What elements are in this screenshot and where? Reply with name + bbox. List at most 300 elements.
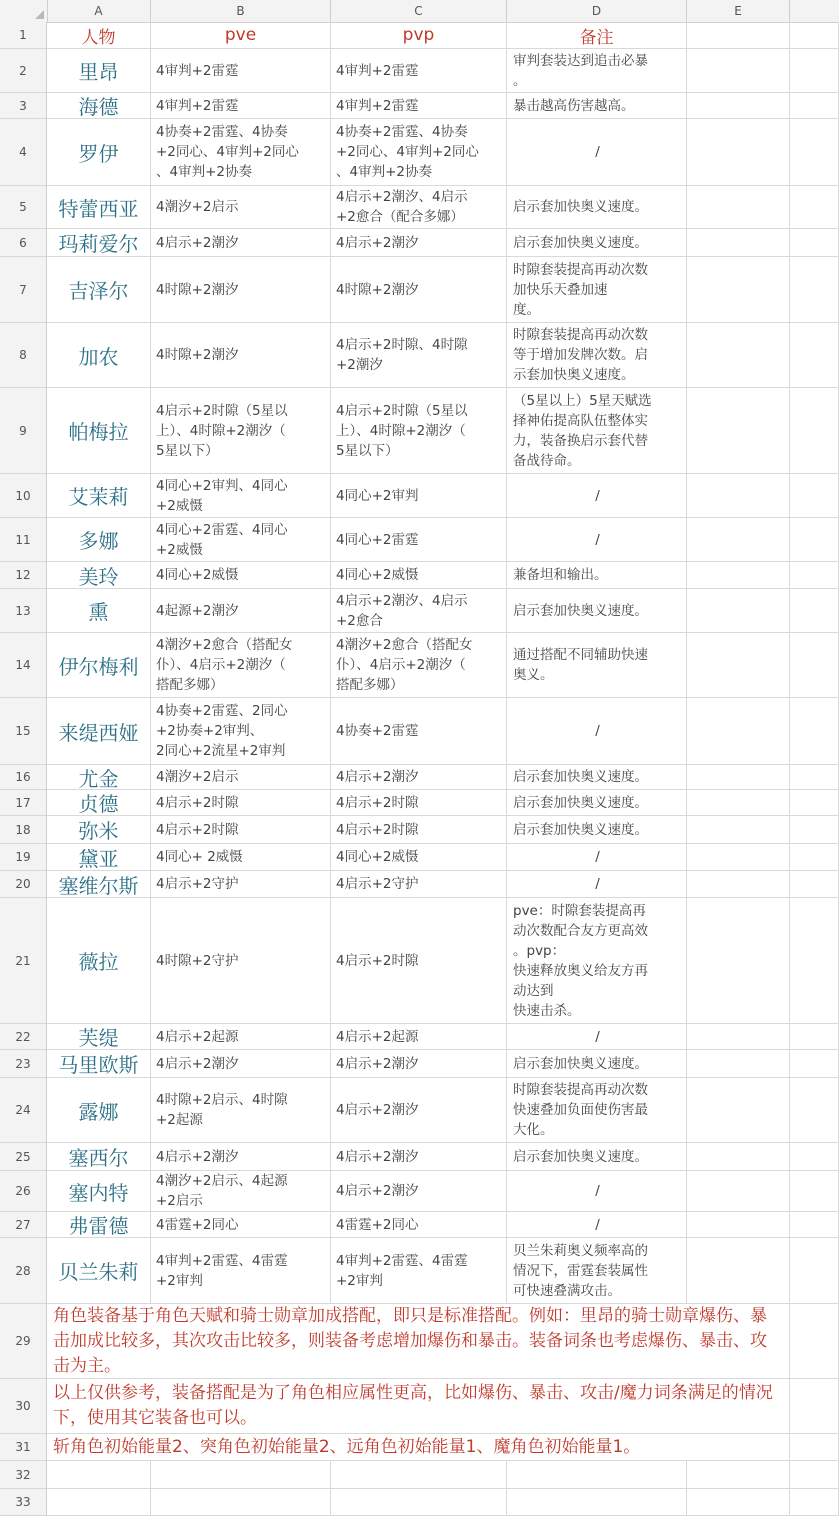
pvp-equipment-text: 4启示+2潮汐 [336, 1055, 419, 1072]
character-name[interactable] [47, 1171, 151, 1212]
pve-equipment[interactable] [151, 49, 331, 93]
cell-f[interactable] [790, 1434, 839, 1461]
pve-equipment[interactable] [151, 698, 331, 765]
character-name[interactable] [47, 898, 151, 1024]
merged-note[interactable] [47, 1434, 790, 1461]
pve-equipment-text: 4协奏+2雷霆、4协奏 +2同心、4审判+2同心 、4审判+2协奏 [156, 124, 299, 180]
pvp-equipment-text: 4同心+2雷霆 [336, 531, 419, 548]
note-cell[interactable] [507, 1212, 687, 1238]
character-name-text: 塞维尔斯 [58, 873, 139, 898]
pvp-equipment-text: 4雷霆+2同心 [336, 1216, 419, 1233]
cell-e[interactable] [687, 816, 790, 844]
header-pvp[interactable] [331, 22, 507, 49]
cell-e[interactable] [687, 518, 790, 562]
character-name[interactable] [47, 323, 151, 388]
pve-equipment[interactable] [151, 229, 331, 257]
character-name-text: 美玲 [78, 564, 119, 589]
pve-equipment-text: 4时隙+2守护 [156, 952, 239, 969]
cell-e[interactable] [687, 562, 790, 589]
pvp-equipment[interactable] [331, 474, 507, 518]
note-cell-text: 启示套加快奥义速度。 [513, 794, 648, 811]
note-cell[interactable] [507, 562, 687, 589]
note-cell[interactable] [507, 1024, 687, 1050]
pvp-equipment[interactable] [331, 388, 507, 474]
header-pve[interactable] [151, 22, 331, 49]
cell-e[interactable] [687, 1078, 790, 1143]
cell-e[interactable] [687, 1024, 790, 1050]
pve-equipment-text: 4启示+2守护 [156, 876, 239, 892]
pve-equipment[interactable] [151, 790, 331, 816]
pvp-equipment-text: 4启示+2时隙、4时隙 +2潮汐 [336, 337, 468, 373]
character-name-text: 特蕾西亚 [58, 196, 139, 221]
cell-empty[interactable] [151, 1461, 331, 1489]
note-cell-text: 启示套加快奥义速度。 [513, 234, 648, 251]
row-header-3[interactable]: 3 [0, 93, 47, 119]
pve-equipment[interactable] [151, 562, 331, 589]
cell-f[interactable] [790, 1143, 839, 1171]
pvp-equipment-text: 4启示+2潮汐 [336, 769, 419, 785]
note-cell[interactable] [507, 844, 687, 871]
cell-f[interactable] [790, 633, 839, 698]
note-cell[interactable] [507, 119, 687, 186]
pvp-equipment-text: 4审判+2雷霆 [336, 97, 419, 114]
note-cell[interactable] [507, 898, 687, 1024]
pvp-equipment-text: 4启示+2时隙（5星以 上）、4时隙+2潮汐（ 5星以下） [336, 402, 468, 459]
pvp-equipment-text: 4启示+2时隙 [336, 952, 419, 969]
cell-e[interactable] [687, 898, 790, 1024]
row-header-4[interactable]: 4 [0, 119, 47, 186]
select-all-corner[interactable] [0, 0, 48, 22]
cell-e[interactable] [687, 186, 790, 229]
pve-equipment-text: 4审判+2雷霆、4雷霆 +2审判 [156, 1252, 288, 1289]
cell-empty[interactable] [790, 1489, 839, 1516]
cell-e[interactable] [687, 589, 790, 633]
cell-f[interactable] [790, 871, 839, 898]
character-name-text: 吉泽尔 [68, 279, 129, 303]
cell-f[interactable] [790, 1050, 839, 1078]
note-cell[interactable] [507, 1171, 687, 1212]
character-name-text: 弗雷德 [68, 1214, 129, 1238]
pvp-equipment[interactable] [331, 119, 507, 186]
character-name[interactable] [47, 790, 151, 816]
pvp-equipment-text: 4启示+2潮汐 [336, 1148, 419, 1165]
pve-equipment-text: 4时隙+2启示、4时隙 +2起源 [156, 1092, 288, 1128]
cell-f[interactable] [790, 119, 839, 186]
pve-equipment[interactable] [151, 186, 331, 229]
cell-f[interactable] [790, 1171, 839, 1212]
pvp-equipment[interactable] [331, 49, 507, 93]
note-cell[interactable] [507, 93, 687, 119]
pve-equipment-text: 4潮汐+2愈合（搭配女 仆）、4启示+2潮汐（ 搭配多娜） [156, 637, 293, 693]
column-header-b[interactable]: B [151, 0, 331, 22]
cell-e[interactable] [687, 790, 790, 816]
pve-equipment[interactable] [151, 1238, 331, 1304]
pvp-equipment[interactable] [331, 589, 507, 633]
character-name-text: 尤金 [78, 766, 119, 790]
note-cell[interactable] [507, 698, 687, 765]
note-cell[interactable] [507, 257, 687, 323]
pve-equipment[interactable] [151, 816, 331, 844]
character-name[interactable] [47, 518, 151, 562]
character-name[interactable] [47, 257, 151, 323]
row-header-29[interactable]: 29 [0, 1304, 47, 1379]
cell-f[interactable] [790, 562, 839, 589]
row-header-1[interactable]: 1 [0, 22, 47, 49]
character-name[interactable] [47, 388, 151, 474]
pvp-equipment-text: 4同心+2威慑 [336, 849, 419, 865]
row-header-5[interactable]: 5 [0, 186, 47, 229]
cell-f[interactable] [790, 1212, 839, 1238]
column-header-d[interactable]: D [507, 0, 687, 22]
cell-empty[interactable] [47, 1489, 151, 1516]
cell-f[interactable] [790, 765, 839, 790]
character-name-text: 多娜 [78, 529, 119, 553]
cell-e[interactable] [687, 93, 790, 119]
character-name-text: 来缇西娅 [58, 720, 139, 745]
character-name[interactable] [47, 1212, 151, 1238]
merged-note-text: 斩角色初始能量2、突角色初始能量2、远角色初始能量1、魔角色初始能量1。 [53, 1436, 641, 1457]
row-header-32[interactable]: 32 [0, 1461, 47, 1489]
character-name[interactable] [47, 1024, 151, 1050]
note-cell[interactable] [507, 186, 687, 229]
merged-note[interactable] [47, 1379, 790, 1434]
note-cell[interactable] [507, 1078, 687, 1143]
character-name-text: 里昂 [78, 60, 119, 84]
cell-empty[interactable] [151, 1489, 331, 1516]
pve-equipment-text: 4启示+2时隙（5星以 上）、4时隙+2潮汐（ 5星以下） [156, 402, 288, 459]
row-header-20[interactable]: 20 [0, 871, 47, 898]
pve-equipment-text: 4潮汐+2启示 [156, 769, 239, 785]
pve-equipment[interactable] [151, 1050, 331, 1078]
cell-f[interactable] [790, 518, 839, 562]
pve-equipment[interactable] [151, 765, 331, 790]
row-header-26[interactable]: 26 [0, 1171, 47, 1212]
row-header-12[interactable]: 12 [0, 562, 47, 589]
character-name[interactable] [47, 1050, 151, 1078]
pve-equipment[interactable] [151, 1078, 331, 1143]
merged-note[interactable] [47, 1304, 790, 1379]
cell-f[interactable] [790, 898, 839, 1024]
cell-e[interactable] [687, 1143, 790, 1171]
pvp-equipment[interactable] [331, 1171, 507, 1212]
pve-equipment-text: 4审判+2雷霆 [156, 97, 239, 114]
cell-e[interactable] [687, 388, 790, 474]
pvp-equipment-text: 4启示+2时隙 [336, 821, 419, 838]
pvp-equipment[interactable] [331, 1212, 507, 1238]
cell-e[interactable] [687, 474, 790, 518]
cell-f[interactable] [790, 474, 839, 518]
cell-e[interactable] [687, 1238, 790, 1304]
pve-equipment[interactable] [151, 871, 331, 898]
cell-f[interactable] [790, 49, 839, 93]
row-header-22[interactable]: 22 [0, 1024, 47, 1050]
note-cell-text: 启示套加快奥义速度。 [513, 199, 648, 215]
pvp-equipment[interactable] [331, 93, 507, 119]
cell-e[interactable] [687, 698, 790, 765]
row-header-16[interactable]: 16 [0, 765, 47, 790]
note-cell[interactable] [507, 49, 687, 93]
character-name[interactable] [47, 1238, 151, 1304]
note-cell[interactable] [507, 1050, 687, 1078]
note-cell[interactable] [507, 229, 687, 257]
row-header-23[interactable]: 23 [0, 1050, 47, 1078]
cell-e[interactable] [687, 633, 790, 698]
character-name[interactable] [47, 1078, 151, 1143]
row-header-10[interactable]: 10 [0, 474, 47, 518]
pve-equipment[interactable] [151, 1024, 331, 1050]
pve-equipment-text: 4潮汐+2启示、4起源 +2启示 [156, 1173, 288, 1209]
pvp-equipment[interactable] [331, 898, 507, 1024]
pvp-equipment[interactable] [331, 562, 507, 589]
character-name-text: 玛莉爱尔 [58, 232, 139, 256]
note-cell[interactable] [507, 1238, 687, 1304]
pve-equipment[interactable] [151, 1171, 331, 1212]
header-name-text: 人物 [81, 27, 116, 48]
pve-equipment-text: 4同心+2威慑 [156, 567, 239, 583]
cell-e[interactable] [687, 257, 790, 323]
cell-empty[interactable] [790, 1461, 839, 1489]
character-name-text: 加农 [78, 344, 119, 369]
pvp-equipment[interactable] [331, 765, 507, 790]
cell-f1[interactable] [790, 22, 839, 49]
note-cell[interactable] [507, 790, 687, 816]
character-name-text: 海德 [78, 95, 119, 119]
pvp-equipment[interactable] [331, 323, 507, 388]
note-cell[interactable] [507, 871, 687, 898]
character-name-text: 黛亚 [78, 846, 119, 871]
header-note[interactable] [507, 22, 687, 49]
cell-f[interactable] [790, 257, 839, 323]
pve-equipment-text: 4同心+2审判、4同心 +2威慑 [156, 477, 288, 514]
note-cell[interactable] [507, 765, 687, 790]
character-name[interactable] [47, 871, 151, 898]
character-name[interactable] [47, 1143, 151, 1171]
character-name[interactable] [47, 186, 151, 229]
row-header-30[interactable]: 30 [0, 1379, 47, 1434]
row-header-18[interactable]: 18 [0, 816, 47, 844]
note-cell[interactable] [507, 474, 687, 518]
note-cell-text: 启示套加快奥义速度。 [513, 769, 648, 785]
pvp-equipment[interactable] [331, 229, 507, 257]
character-name[interactable] [47, 816, 151, 844]
note-cell[interactable] [507, 589, 687, 633]
pve-equipment-text: 4同心+2雷霆、4同心 +2威慑 [156, 521, 288, 558]
character-name-text: 弥米 [78, 819, 119, 843]
character-name[interactable] [47, 765, 151, 790]
note-cell[interactable] [507, 1143, 687, 1171]
pve-equipment[interactable] [151, 898, 331, 1024]
cell-empty[interactable] [331, 1489, 507, 1516]
row-header-14[interactable]: 14 [0, 633, 47, 698]
note-cell[interactable] [507, 816, 687, 844]
pve-equipment-text: 4雷霆+2同心 [156, 1216, 239, 1233]
character-name-text: 艾茉莉 [68, 485, 129, 509]
pve-equipment-text: 4时隙+2潮汐 [156, 281, 239, 298]
merged-note-text: 角色装备基于角色天赋和骑士勋章加成搭配，即只是标准搭配。例如：里昂的骑士勋章爆伤、暴击加成比较多，其次攻击比较多，则装备考虑增加爆伤和暴击。装备词条也考虑爆伤、暴击、攻击为主。 [53, 1305, 767, 1376]
pve-equipment[interactable] [151, 589, 331, 633]
note-cell[interactable] [507, 323, 687, 388]
row-header-7[interactable]: 7 [0, 257, 47, 323]
cell-e1[interactable] [687, 22, 790, 49]
cell-f[interactable] [790, 844, 839, 871]
character-name[interactable] [47, 844, 151, 871]
character-name[interactable] [47, 589, 151, 633]
pve-equipment-text: 4启示+2潮汐 [156, 1148, 239, 1165]
row-header-15[interactable]: 15 [0, 698, 47, 765]
cell-empty[interactable] [47, 1461, 151, 1489]
pve-equipment[interactable] [151, 323, 331, 388]
cell-f[interactable] [790, 1078, 839, 1143]
pvp-equipment-text: 4启示+2潮汐 [336, 1183, 419, 1199]
pve-equipment[interactable] [151, 1212, 331, 1238]
note-cell[interactable] [507, 518, 687, 562]
pvp-equipment[interactable] [331, 1143, 507, 1171]
cell-f[interactable] [790, 229, 839, 257]
character-name-text: 塞西尔 [68, 1146, 129, 1170]
row-header-25[interactable]: 25 [0, 1143, 47, 1171]
character-name[interactable] [47, 93, 151, 119]
cell-e[interactable] [687, 49, 790, 93]
cell-e[interactable] [687, 119, 790, 186]
row-header-13[interactable]: 13 [0, 589, 47, 633]
pve-equipment[interactable] [151, 388, 331, 474]
pvp-equipment-text: 4启示+2潮汐、4启示 +2愈合（配合多娜） [336, 189, 468, 225]
note-cell-text: 启示套加快奥义速度。 [513, 602, 648, 619]
note-cell-text: 启示套加快奥义速度。 [513, 1148, 648, 1165]
cell-f[interactable] [790, 1304, 839, 1379]
cell-f[interactable] [790, 388, 839, 474]
character-name[interactable] [47, 562, 151, 589]
note-cell-text: 兼备坦和输出。 [513, 567, 608, 583]
cell-e[interactable] [687, 871, 790, 898]
pvp-equipment-text: 4协奏+2雷霆 [336, 723, 419, 739]
cell-e[interactable] [687, 1171, 790, 1212]
row-header-17[interactable]: 17 [0, 790, 47, 816]
pve-equipment[interactable] [151, 1143, 331, 1171]
row-header-28[interactable]: 28 [0, 1238, 47, 1304]
note-cell[interactable] [507, 388, 687, 474]
pve-equipment[interactable] [151, 93, 331, 119]
cell-f[interactable] [790, 1024, 839, 1050]
pve-equipment-text: 4同心+ 2威慑 [156, 849, 243, 865]
column-header-e[interactable]: E [687, 0, 790, 22]
note-cell-text: 审判套装达到追击必暴 。 [513, 52, 648, 89]
character-name[interactable] [47, 633, 151, 698]
row-header-19[interactable]: 19 [0, 844, 47, 871]
character-name-text: 罗伊 [78, 141, 119, 166]
row-header-24[interactable]: 24 [0, 1078, 47, 1143]
column-header-a[interactable]: A [47, 0, 151, 22]
pve-equipment[interactable] [151, 633, 331, 698]
cell-f[interactable] [790, 186, 839, 229]
row-header-33[interactable]: 33 [0, 1489, 47, 1516]
cell-f[interactable] [790, 589, 839, 633]
pvp-equipment-text: 4潮汐+2愈合（搭配女 仆）、4启示+2潮汐（ 搭配多娜） [336, 637, 473, 693]
row-header-8[interactable]: 8 [0, 323, 47, 388]
cell-e[interactable] [687, 1050, 790, 1078]
merged-note-text: 以上仅供参考，装备搭配是为了角色相应属性更高，比如爆伤、暴击、攻击/魔力词条满足的情况下，使用其它装备也可以。 [53, 1383, 773, 1428]
pve-equipment[interactable] [151, 257, 331, 323]
header-pve-text: pve [224, 25, 257, 45]
cell-empty[interactable] [687, 1489, 790, 1516]
character-name[interactable] [47, 49, 151, 93]
row-header-31[interactable]: 31 [0, 1434, 47, 1461]
cell-e[interactable] [687, 229, 790, 257]
note-cell-text: 启示套加快奥义速度。 [513, 821, 648, 838]
character-name[interactable] [47, 229, 151, 257]
row-header-21[interactable]: 21 [0, 898, 47, 1024]
row-header-6[interactable]: 6 [0, 229, 47, 257]
pvp-equipment[interactable] [331, 633, 507, 698]
pvp-equipment[interactable] [331, 186, 507, 229]
cell-e[interactable] [687, 844, 790, 871]
pve-equipment[interactable] [151, 844, 331, 871]
character-name[interactable] [47, 474, 151, 518]
pvp-equipment[interactable] [331, 871, 507, 898]
cell-f[interactable] [790, 1238, 839, 1304]
cell-f[interactable] [790, 1379, 839, 1434]
pve-equipment[interactable] [151, 119, 331, 186]
note-cell-text: / [595, 723, 600, 739]
pvp-equipment[interactable] [331, 1078, 507, 1143]
cell-empty[interactable] [507, 1461, 687, 1489]
note-cell-text: （5星以上）5星天赋选 择神佑提高队伍整体实 力，装备换启示套代替 备战待命。 [513, 392, 652, 469]
pvp-equipment[interactable] [331, 257, 507, 323]
note-cell-text: / [595, 487, 600, 504]
pve-equipment-text: 4时隙+2潮汐 [156, 347, 239, 363]
pve-equipment-text: 4启示+2潮汐 [156, 1055, 239, 1072]
row-header-11[interactable]: 11 [0, 518, 47, 562]
cell-f[interactable] [790, 698, 839, 765]
row-header-9[interactable]: 9 [0, 388, 47, 474]
note-cell-text: 时隙套装提高再动次数 等于增加发牌次数。启 示套加快奥义速度。 [513, 327, 648, 383]
pve-equipment[interactable] [151, 474, 331, 518]
pve-equipment-text: 4审判+2雷霆 [156, 62, 239, 79]
cell-f[interactable] [790, 323, 839, 388]
pvp-equipment[interactable] [331, 698, 507, 765]
pvp-equipment-text: 4启示+2起源 [336, 1028, 419, 1045]
header-name[interactable] [47, 22, 151, 49]
note-cell[interactable] [507, 633, 687, 698]
pvp-equipment-text: 4时隙+2潮汐 [336, 281, 419, 298]
character-name[interactable] [47, 119, 151, 186]
cell-f[interactable] [790, 816, 839, 844]
pvp-equipment[interactable] [331, 844, 507, 871]
cell-e[interactable] [687, 1212, 790, 1238]
cell-e[interactable] [687, 323, 790, 388]
cell-empty[interactable] [687, 1461, 790, 1489]
cell-empty[interactable] [331, 1461, 507, 1489]
row-header-2[interactable]: 2 [0, 49, 47, 93]
note-cell-text: / [595, 849, 600, 865]
pvp-equipment[interactable] [331, 1238, 507, 1304]
cell-empty[interactable] [507, 1489, 687, 1516]
cell-f[interactable] [790, 790, 839, 816]
column-header-c[interactable]: C [331, 0, 507, 22]
pve-equipment-text: 4潮汐+2启示 [156, 199, 239, 215]
pve-equipment[interactable] [151, 518, 331, 562]
pvp-equipment[interactable] [331, 1050, 507, 1078]
pvp-equipment[interactable] [331, 1024, 507, 1050]
cell-f[interactable] [790, 93, 839, 119]
pvp-equipment[interactable] [331, 790, 507, 816]
cell-e[interactable] [687, 765, 790, 790]
character-name[interactable] [47, 698, 151, 765]
row-header-27[interactable]: 27 [0, 1212, 47, 1238]
pvp-equipment[interactable] [331, 518, 507, 562]
pvp-equipment[interactable] [331, 816, 507, 844]
header-pvp-text: pvp [402, 25, 435, 45]
